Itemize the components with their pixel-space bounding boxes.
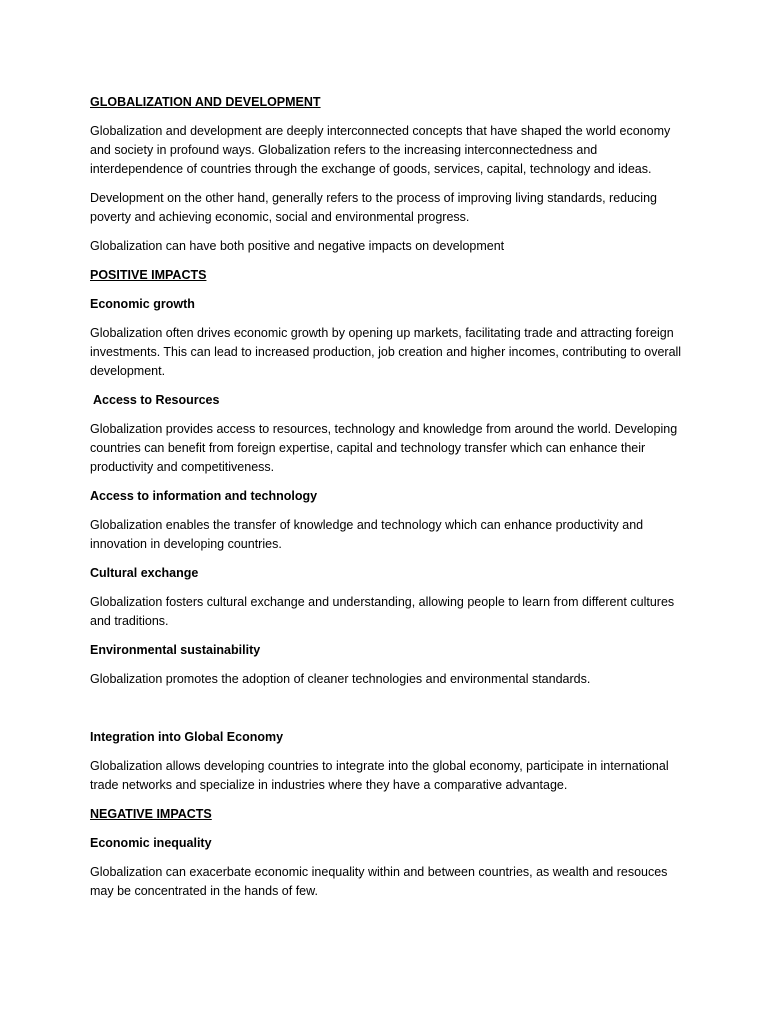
cultural-exchange-heading: Cultural exchange (90, 566, 199, 580)
intro-paragraph-3: Globalization can have both positive and negative impacts on development (90, 239, 505, 253)
integration-text: Globalization allows developing countries to integrate into the global economy, participate in international trade networks and specialize in industries where they have a comparative advantage. (90, 759, 669, 792)
intro-paragraph-2: Development on the other hand, generally refers to the process of improving living standards, reducing poverty and achieving economic, social and environmental progress. (90, 191, 657, 224)
blank-line (90, 699, 685, 728)
economic-growth-text: Globalization often drives economic growth by opening up markets, facilitating trade and attracting foreign investments. This can lead to increased production, job creation and higher incomes, contributing to overall development. (90, 326, 682, 378)
access-to-information-text: Globalization enables the transfer of knowledge and technology which can enhance productivity and innovation in developing countries. (90, 518, 644, 551)
document-page (90, 93, 685, 911)
positive-impacts-heading: POSITIVE IMPACTS (90, 268, 207, 282)
economic-inequality-text: Globalization can exacerbate economic inequality within and between countries, as wealth and resouces may be concentrated in the hands of few. (90, 865, 668, 898)
environmental-sustainability-heading: Environmental sustainability (90, 643, 261, 657)
economic-growth-heading: Economic growth (90, 297, 195, 311)
environmental-sustainability-text: Globalization promotes the adoption of cleaner technologies and environmental standards. (90, 672, 591, 686)
intro-paragraph-1: Globalization and development are deeply interconnected concepts that have shaped the world economy and society in profound ways. Globalization refers to the increasing interconnectedness and interdependence of countries through the exchange of goods, services, capital, technology and ideas. (90, 124, 671, 176)
access-to-information-heading: Access to information and technology (90, 489, 318, 503)
document-title: GLOBALIZATION AND DEVELOPMENT (90, 95, 321, 109)
negative-impacts-heading: NEGATIVE IMPACTS (90, 807, 212, 821)
cultural-exchange-text: Globalization fosters cultural exchange and understanding, allowing people to learn from different cultures and traditions. (90, 595, 675, 628)
economic-inequality-heading: Economic inequality (90, 836, 212, 850)
access-to-resources-heading: Access to Resources (90, 393, 220, 407)
access-to-resources-text: Globalization provides access to resources, technology and knowledge from around the world. Developing countries can benefit from foreign expertise, capital and technology transfer which can enhance their productivity and competitiveness. (90, 422, 678, 474)
integration-heading: Integration into Global Economy (90, 730, 284, 744)
